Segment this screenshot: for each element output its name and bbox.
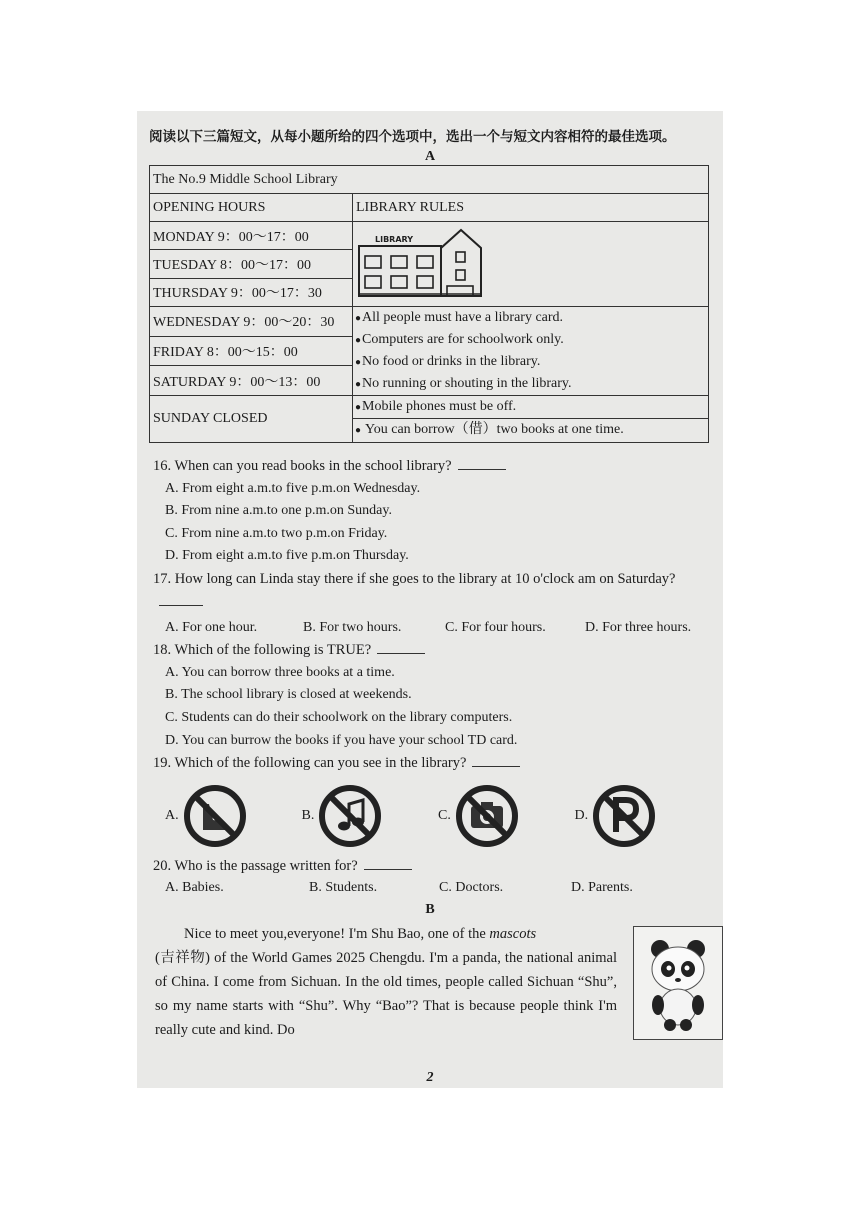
option-16d[interactable]: D. From eight a.m.to five p.m.on Thursday. [165,548,409,564]
option-18b[interactable]: B. The school library is closed at weekends. [165,687,412,703]
library-sign-text: LIBRARY [375,235,414,244]
bullet-icon: ● [355,357,362,368]
panda-mascot-image [633,926,723,1040]
rule-item [353,329,708,351]
question-text: 16. When can you read books in the school library? [153,458,452,474]
option-20b[interactable]: B. Students. [309,880,378,896]
option-19c[interactable] [438,784,575,848]
option-18c[interactable]: C. Students can do their schoolwork on the library computers. [165,709,513,725]
option-16b[interactable]: B. From nine a.m.to one p.m.on Sunday. [165,503,392,519]
question-text: 17. How long can Linda stay there if she goes to the library at 10 o'clock am on Saturday? [153,570,676,587]
option-19b[interactable] [302,784,439,848]
hours-tuesday: TUESDAY 8：00～17：00 [150,250,353,278]
library-table-title: The No.9 Middle School Library [150,166,709,194]
question-text: 18. Which of the following is TRUE? [153,642,372,659]
hours-friday: FRIDAY 8：00～15：00 [150,336,353,366]
page-number: 2 [426,1070,434,1085]
question-17-blank-line [153,591,711,617]
option-16c[interactable]: C. From nine a.m.to two p.m.on Friday. [165,525,388,541]
exam-page [137,111,723,1088]
option-letter: A. [165,807,179,823]
question-20 [153,855,711,878]
no-parking-icon [592,784,656,848]
option-17b[interactable]: B. For two hours. [303,619,402,635]
opening-hours-header: OPENING HOURS [150,194,353,222]
passage-text: Nice to meet you,everyone! I'm Shu Bao, one of the [184,925,490,942]
rules-list [353,307,708,395]
bullet-icon: ● [355,335,362,346]
rule-item [353,373,708,395]
rule-text: No food or drinks in the library. [362,354,541,369]
answer-blank[interactable] [159,593,203,606]
option-18d[interactable]: D. You can burrow the books if you have your school TD card. [165,732,518,748]
option-17c[interactable]: C. For four hours. [445,619,546,635]
library-building-icon [357,228,485,300]
option-19d[interactable] [575,784,712,848]
option-20d[interactable]: D. Parents. [571,880,633,896]
hours-wednesday: WEDNESDAY 9：00～20：30 [150,307,353,337]
section-b-heading: B [425,901,435,917]
question-18 [153,639,711,662]
option-letter: B. [301,807,315,823]
instruction-text: 阅读以下三篇短文，从每小题所给的四个选项中，选出一个与短文内容相符的最佳选项。 [149,129,676,145]
option-letter: D. [574,807,589,823]
bullet-icon: ● [355,425,362,436]
option-17d[interactable]: D. For three hours. [585,619,692,635]
answer-blank[interactable] [472,754,520,767]
passage-text: (吉祥物) of the World Games 2025 Chengdu. I'm a panda, the national animal of China. I come from Sichuan. In the old times, people called Sichuan “Shu”, so my name starts with “Shu”. Why “Bao”? That is because people think I'm really cute and kind. Do [155,949,617,1038]
no-music-icon [318,784,382,848]
rule-text: No running or shouting in the library. [362,376,572,391]
passage-emphasis: mascots [489,925,537,942]
question-19 [153,752,711,775]
rule-item [353,307,708,329]
section-a-heading: A [424,149,436,164]
answer-blank[interactable] [377,641,425,654]
options-17 [165,617,711,640]
question-text: 20. Who is the passage written for? [153,857,358,874]
passage-b [149,922,711,1042]
option-16a[interactable]: A. From eight a.m.to five p.m.on Wednesday. [165,480,421,496]
question-17 [153,568,711,591]
answer-blank[interactable] [458,457,506,470]
option-letter: C. [438,807,451,823]
rule-text: Mobile phones must be off. [362,399,517,414]
hours-thursday: THURSDAY 9：00～17：30 [150,278,353,306]
option-17a[interactable]: A. For one hour. [165,619,258,635]
option-18a[interactable]: A. You can borrow three books at a time. [165,664,395,680]
answer-blank[interactable] [364,857,412,870]
library-rules-header: LIBRARY RULES [353,194,709,222]
rule-text: You can borrow（借）two books at one time. [365,422,624,437]
bullet-icon: ● [355,313,362,324]
hours-monday: MONDAY 9：00～17：00 [150,222,353,250]
passage-b-text [155,922,617,1042]
rule-text: Computers are for schoolwork only. [362,332,564,347]
no-camera-icon [455,784,519,848]
rules-list-cell [353,307,709,396]
question-text: 19. Which of the following can you see in the library? [153,755,467,772]
rule-item [353,396,708,418]
rule-text: All people must have a library card. [362,310,564,325]
no-running-icon [183,784,247,848]
option-19a[interactable] [165,784,302,848]
rules-list-2 [353,396,708,441]
question-16 [153,455,711,478]
library-table [149,165,709,443]
rules-list-cell-2 [353,396,709,443]
option-20a[interactable]: A. Babies. [165,880,224,896]
option-20c[interactable]: C. Doctors. [439,880,504,896]
panda-icon [634,927,722,1039]
rule-item [353,351,708,373]
hours-saturday: SATURDAY 9：00～13：00 [150,366,353,396]
hours-sunday: SUNDAY CLOSED [150,396,353,443]
options-20 [165,877,711,900]
library-building-cell [353,222,709,307]
bullet-icon: ● [355,379,362,390]
options-19 [165,781,711,851]
bullet-icon: ● [355,402,362,413]
rule-item [353,418,708,441]
